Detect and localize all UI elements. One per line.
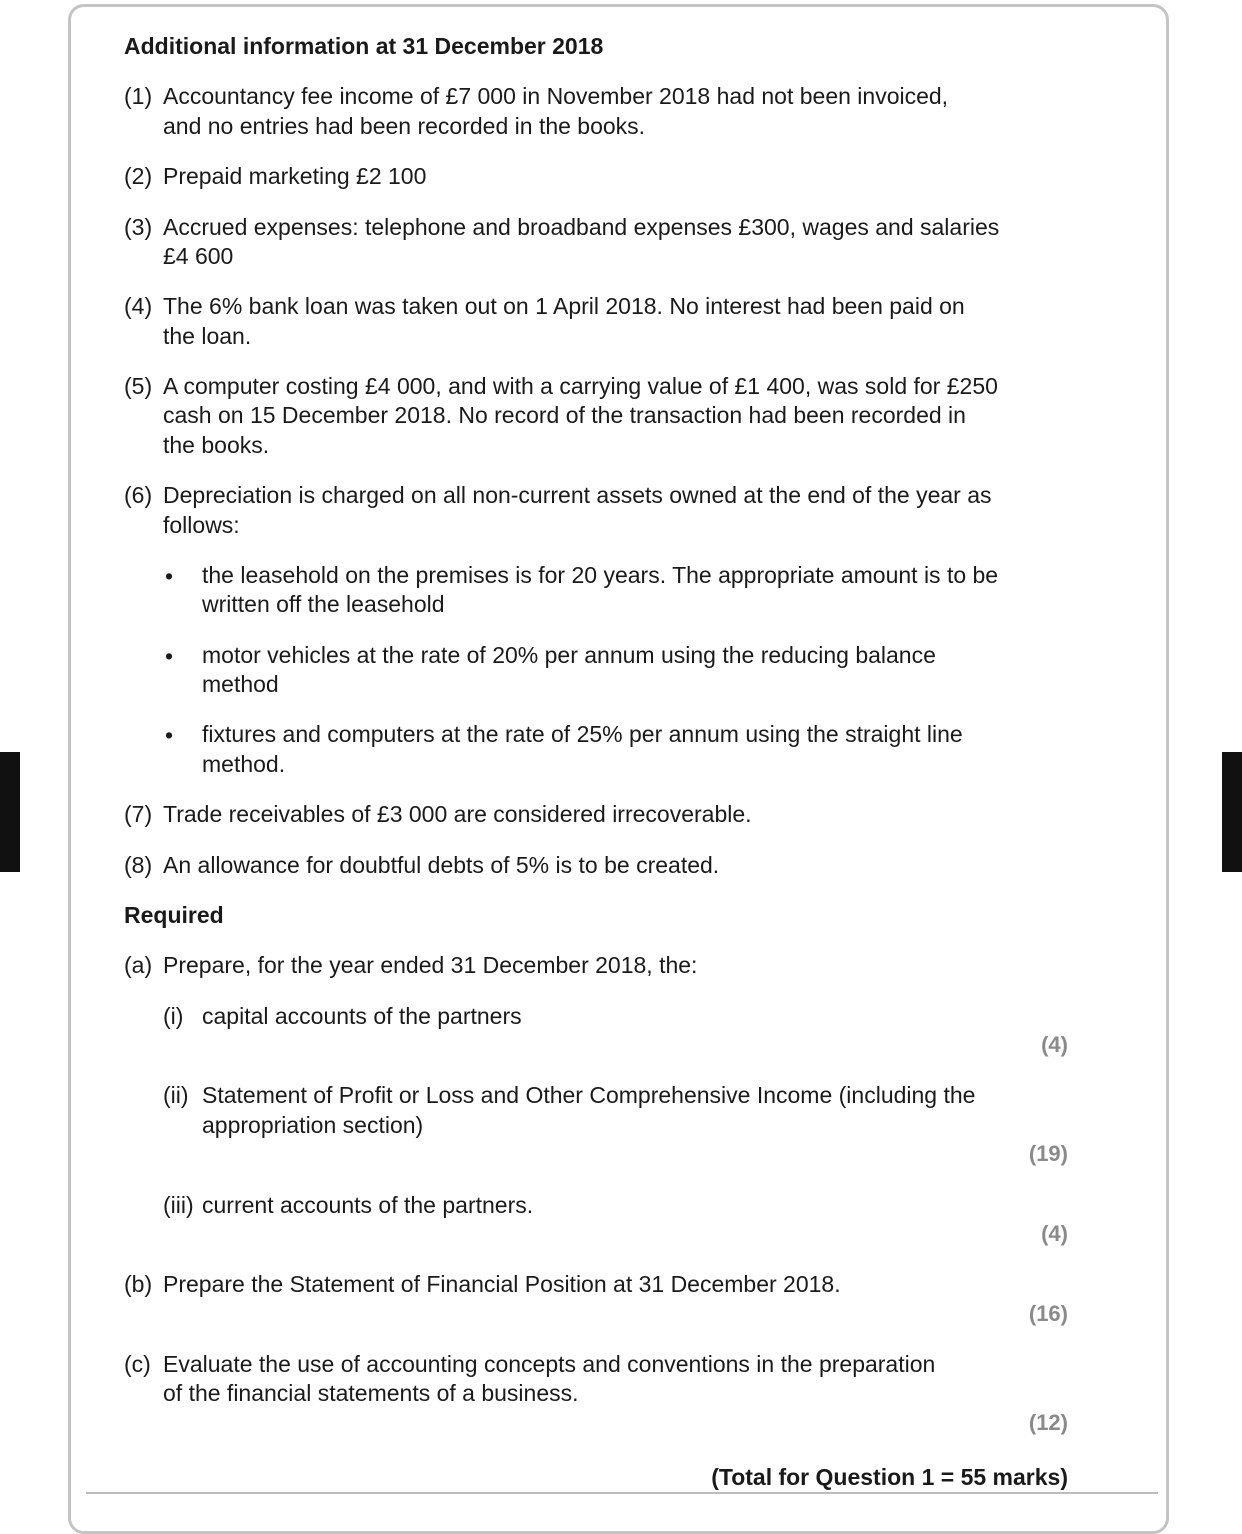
item-number: (5) bbox=[124, 373, 153, 399]
bullet-text-line: motor vehicles at the rate of 20% per annum using the reducing balance bbox=[202, 642, 936, 668]
bullet-dot: • bbox=[165, 722, 174, 748]
part-text-line: Evaluate the use of accounting concepts and conventions in the preparation bbox=[163, 1351, 936, 1377]
item-number: (8) bbox=[124, 852, 153, 878]
bullet-dot: • bbox=[165, 563, 174, 589]
bullet-text-line: the leasehold on the premises is for 20 years. The appropriate amount is to be bbox=[202, 562, 999, 588]
item-text-line: £4 600 bbox=[163, 243, 234, 269]
subpart-label: (ii) bbox=[163, 1082, 189, 1108]
marks-label: (19) bbox=[1028, 1141, 1068, 1166]
part-label: (c) bbox=[124, 1351, 151, 1377]
item-text-line: follows: bbox=[163, 512, 240, 538]
part-text-line: Prepare, for the year ended 31 December 2018, the: bbox=[163, 952, 698, 978]
item-number: (1) bbox=[124, 83, 153, 109]
item-text-line: the books. bbox=[163, 432, 270, 458]
item-text-line: the loan. bbox=[163, 323, 252, 349]
item-number: (6) bbox=[124, 482, 153, 508]
item-text-line: Accountancy fee income of £7 000 in November 2018 had not been invoiced, bbox=[163, 83, 949, 109]
item-text-line: A computer costing £4 000, and with a carrying value of £1 400, was sold for £250 bbox=[163, 373, 998, 399]
subpart-text-line: Statement of Profit or Loss and Other Comprehensive Income (including the bbox=[202, 1082, 976, 1108]
item-number: (3) bbox=[124, 214, 153, 240]
item-text-line: An allowance for doubtful debts of 5% is to be created. bbox=[163, 852, 720, 878]
item-text-line: Accrued expenses: telephone and broadband expenses £300, wages and salaries bbox=[163, 214, 1000, 240]
item-text-line: and no entries had been recorded in the books. bbox=[163, 113, 646, 139]
subpart-label: (i) bbox=[163, 1003, 184, 1029]
part-text-line: Prepare the Statement of Financial Position at 31 December 2018. bbox=[163, 1271, 841, 1297]
subpart-text-line: current accounts of the partners. bbox=[202, 1192, 534, 1218]
item-number: (7) bbox=[124, 801, 153, 827]
required-heading: Required bbox=[124, 902, 224, 928]
part-label: (a) bbox=[124, 952, 153, 978]
part-label: (b) bbox=[124, 1271, 153, 1297]
bullet-dot: • bbox=[165, 643, 174, 669]
item-text-line: Trade receivables of £3 000 are considered irrecoverable. bbox=[163, 801, 752, 827]
subpart-text-line: appropriation section) bbox=[202, 1112, 424, 1138]
question-total: (Total for Question 1 = 55 marks) bbox=[711, 1464, 1068, 1490]
marks-label: (16) bbox=[1028, 1301, 1068, 1326]
bullet-text-line: method. bbox=[202, 751, 286, 777]
item-text-line: Prepaid marketing £2 100 bbox=[163, 163, 427, 189]
item-text-line: cash on 15 December 2018. No record of the transaction had been recorded in bbox=[163, 402, 966, 428]
bottom-rule bbox=[86, 1492, 1158, 1494]
marks-label: (12) bbox=[1028, 1410, 1068, 1435]
marks-label: (4) bbox=[1041, 1032, 1068, 1057]
item-number: (2) bbox=[124, 163, 153, 189]
bullet-text-line: written off the leasehold bbox=[202, 591, 445, 617]
bullet-text-line: fixtures and computers at the rate of 25% per annum using the straight line bbox=[202, 721, 963, 747]
bullet-text-line: method bbox=[202, 671, 279, 697]
left-edge-tab bbox=[0, 752, 20, 872]
section-heading: Additional information at 31 December 2018 bbox=[124, 33, 604, 59]
item-text-line: Depreciation is charged on all non-current assets owned at the end of the year as bbox=[163, 482, 992, 508]
marks-label: (4) bbox=[1041, 1221, 1068, 1246]
subpart-label: (iii) bbox=[163, 1192, 194, 1218]
item-number: (4) bbox=[124, 293, 153, 319]
part-text-line: of the financial statements of a business. bbox=[163, 1380, 579, 1406]
right-edge-tab bbox=[1222, 752, 1242, 872]
subpart-text-line: capital accounts of the partners bbox=[202, 1003, 522, 1029]
item-text-line: The 6% bank loan was taken out on 1 April 2018. No interest had been paid on bbox=[163, 293, 965, 319]
